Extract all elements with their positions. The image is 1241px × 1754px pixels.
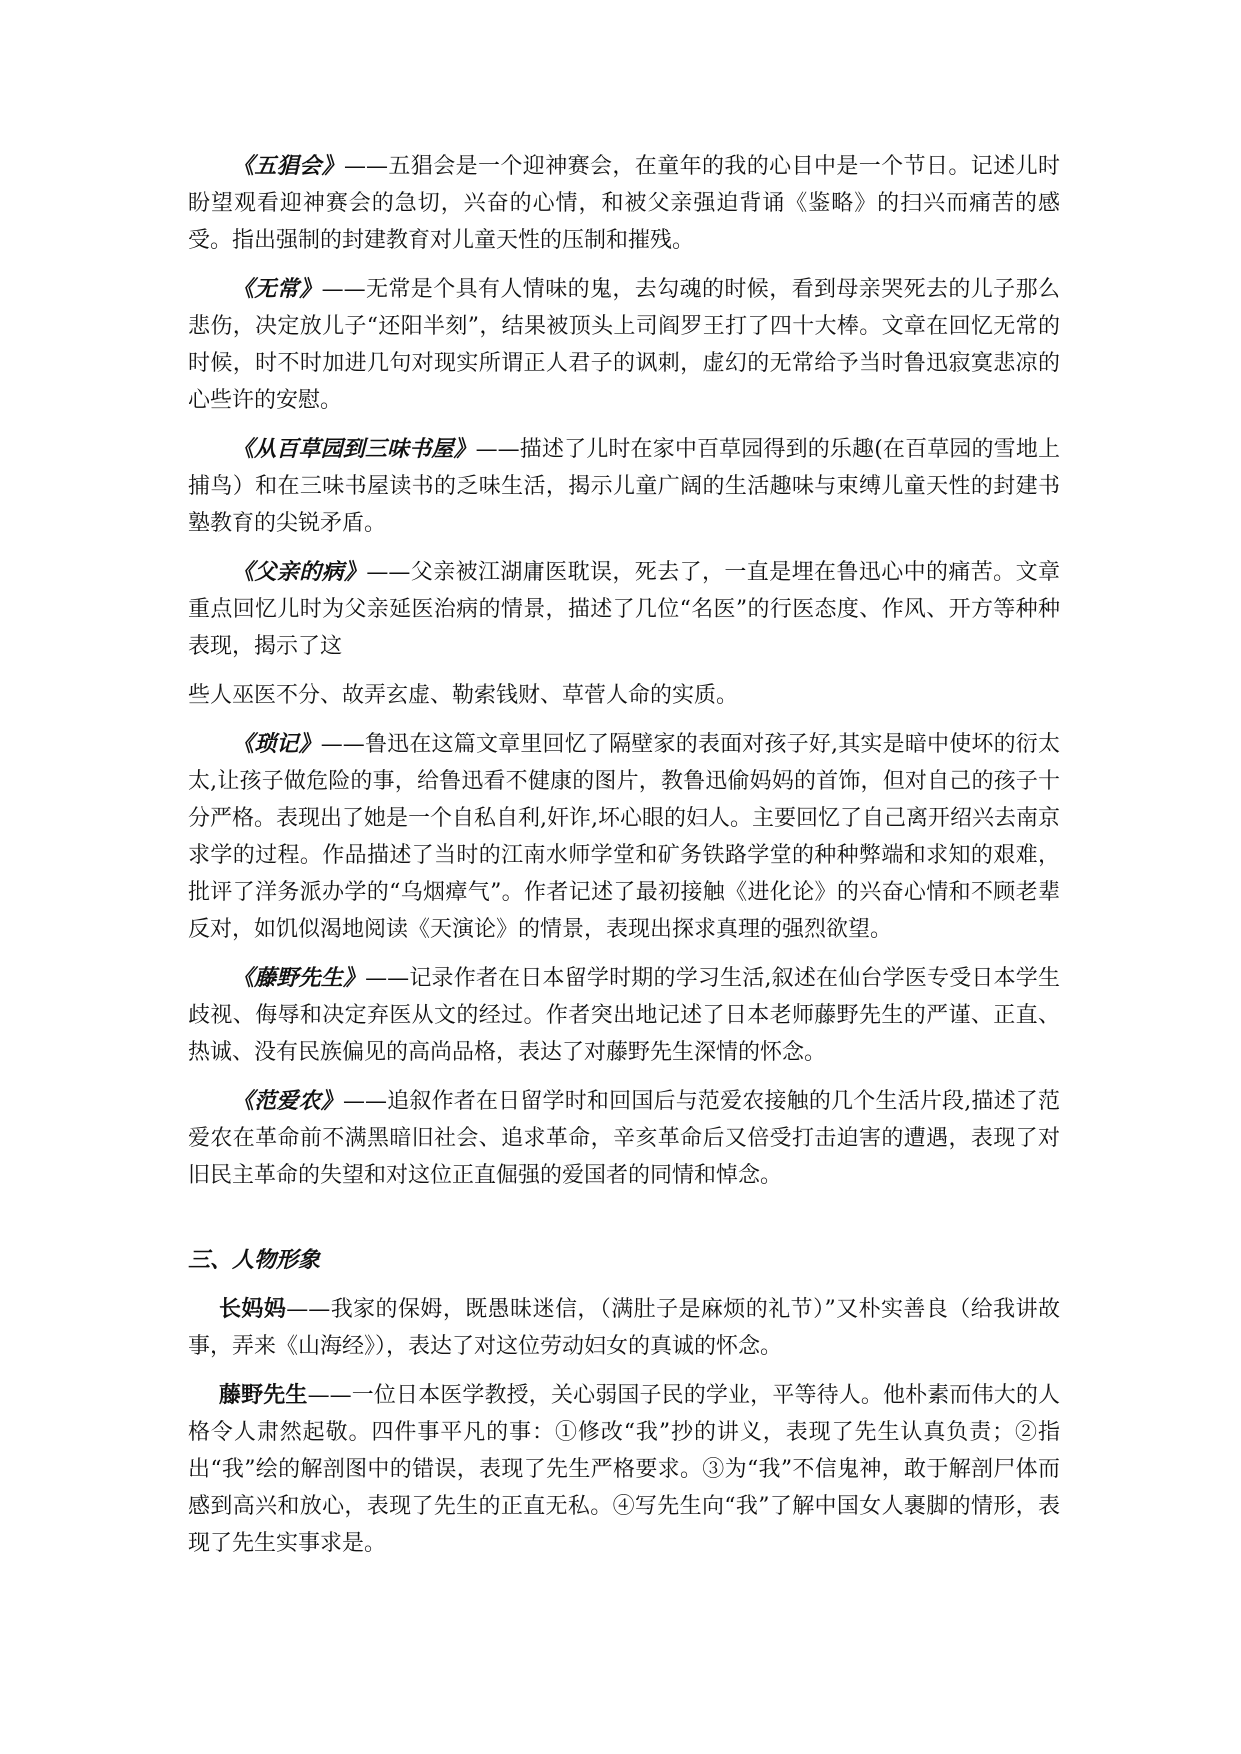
chapter-description: ——五猖会是一个迎神赛会，在童年的我的心目中是一个节日。记述儿时盼望观看迎神赛会的急切，兴奋的心情，和被父亲强迫背诵《鉴略》的扫兴而痛苦的感受。指出强制的封建教育对儿童天性的压制和摧残。 [188, 154, 1060, 253]
chapter-title: 《范爱农》 [232, 1088, 343, 1114]
chapter-paragraph-fuqin [188, 554, 1060, 665]
chapter-paragraph-baicaoyuan [188, 431, 1060, 542]
chapter-description: ——无常是个具有人情味的鬼，去勾魂的时候，看到母亲哭死去的儿子那么悲伤，决定放儿子“还阳半刻”，结果被顶头上司阎罗王打了四十大棒。文章在回忆无常的时候，时不时加进几句对现实所谓正人君子的讽刺，虚幻的无常给予当时鲁迅寂寞悲凉的心些许的安慰。 [188, 277, 1060, 413]
chapter-paragraph-suoji [188, 726, 1060, 948]
chapter-title: 《无常》 [232, 276, 322, 302]
chapter-title: 《琐记》 [232, 731, 321, 757]
chapter-paragraph-wuchanghui [188, 148, 1060, 259]
character-paragraph-tengye [188, 1377, 1060, 1562]
chapter-description: ——鲁迅在这篇文章里回忆了隔壁家的表面对孩子好,其实是暗中使坏的衍太太,让孩子做危险的事，给鲁迅看不健康的图片，教鲁迅偷妈妈的首饰，但对自己的孩子十分严格。表现出了她是一个自私自利,奸诈,坏心眼的妇人。主要回忆了自己离开绍兴去南京求学的过程。作品描述了当时的江南水师学堂和矿务铁路学堂的种种弊端和求知的艰难，批评了洋务派办学的“乌烟瘴气”。作者记述了最初接触《进化论》的兴奋心情和不顾老辈反对，如饥似渴地阅读《天演论》的情景，表现出探求真理的强烈欲望。 [188, 732, 1060, 942]
chapter-title: 《父亲的病》 [232, 559, 367, 585]
character-name: 藤野先生 [219, 1382, 308, 1408]
chapter-paragraph-wuchang [188, 271, 1060, 419]
chapter-description: ——父亲被江湖庸医耽误，死去了，一直是埋在鲁迅心中的痛苦。文章重点回忆儿时为父亲延医治病的情景，描述了几位“名医”的行医态度、作风、开方等种种表现，揭示了这 [188, 560, 1060, 659]
chapter-description: ——记录作者在日本留学时期的学习生活,叙述在仙台学医专受日本学生歧视、侮辱和决定弃医从文的经过。作者突出地记述了日本老师藤野先生的严谨、正直、热诚、没有民族偏见的高尚品格，表达了对藤野先生深情的怀念。 [188, 966, 1060, 1065]
chapter-paragraph-tengye [188, 960, 1060, 1071]
chapter-description: ——追叙作者在日留学时和回国后与范爱农接触的几个生活片段,描述了范爱农在革命前不满黑暗旧社会、追求革命，辛亥革命后又倍受打击迫害的遭遇，表现了对旧民主革命的失望和对这位正直倔强的爱国者的同情和悼念。 [188, 1089, 1060, 1188]
chapter-description: ——描述了儿时在家中百草园得到的乐趣(在百草园的雪地上捕鸟）和在三味书屋读书的乏味生活，揭示儿童广阔的生活趣味与束缚儿童天性的封建书塾教育的尖锐矛盾。 [188, 437, 1060, 536]
chapter-description: 些人巫医不分、故弄玄虚、勒索钱财、草菅人命的实质。 [188, 683, 739, 708]
chapter-title: 《五猖会》 [232, 153, 344, 179]
section-heading-characters: 三、人物形象 [188, 1247, 321, 1273]
character-name: 长妈妈 [219, 1296, 287, 1322]
chapter-title: 《藤野先生》 [232, 965, 366, 991]
character-paragraph-changmama [188, 1291, 1060, 1365]
chapter-paragraph-fuqin-continued [188, 677, 1060, 714]
character-description: ——我家的保姆，既愚昧迷信，（满肚子是麻烦的礼节）”又朴实善良（给我讲故事，弄来《山海经》），表达了对这位劳动妇女的真诚的怀念。 [188, 1297, 1060, 1359]
document-page [188, 148, 1060, 1574]
chapter-paragraph-fanainong [188, 1083, 1060, 1194]
chapter-title: 《从百草园到三味书屋》 [232, 436, 476, 462]
character-description: ——一位日本医学教授，关心弱国子民的学业，平等待人。他朴素而伟大的人格令人肃然起敬。四件事平凡的事：①修改“我”抄的讲义，表现了先生认真负责；②指出“我”绘的解剖图中的错误，表现了先生严格要求。③为“我”不信鬼神，敢于解剖尸体而感到高兴和放心，表现了先生的正直无私。④写先生向“我”了解中国女人裹脚的情形，表现了先生实事求是。 [188, 1383, 1060, 1556]
